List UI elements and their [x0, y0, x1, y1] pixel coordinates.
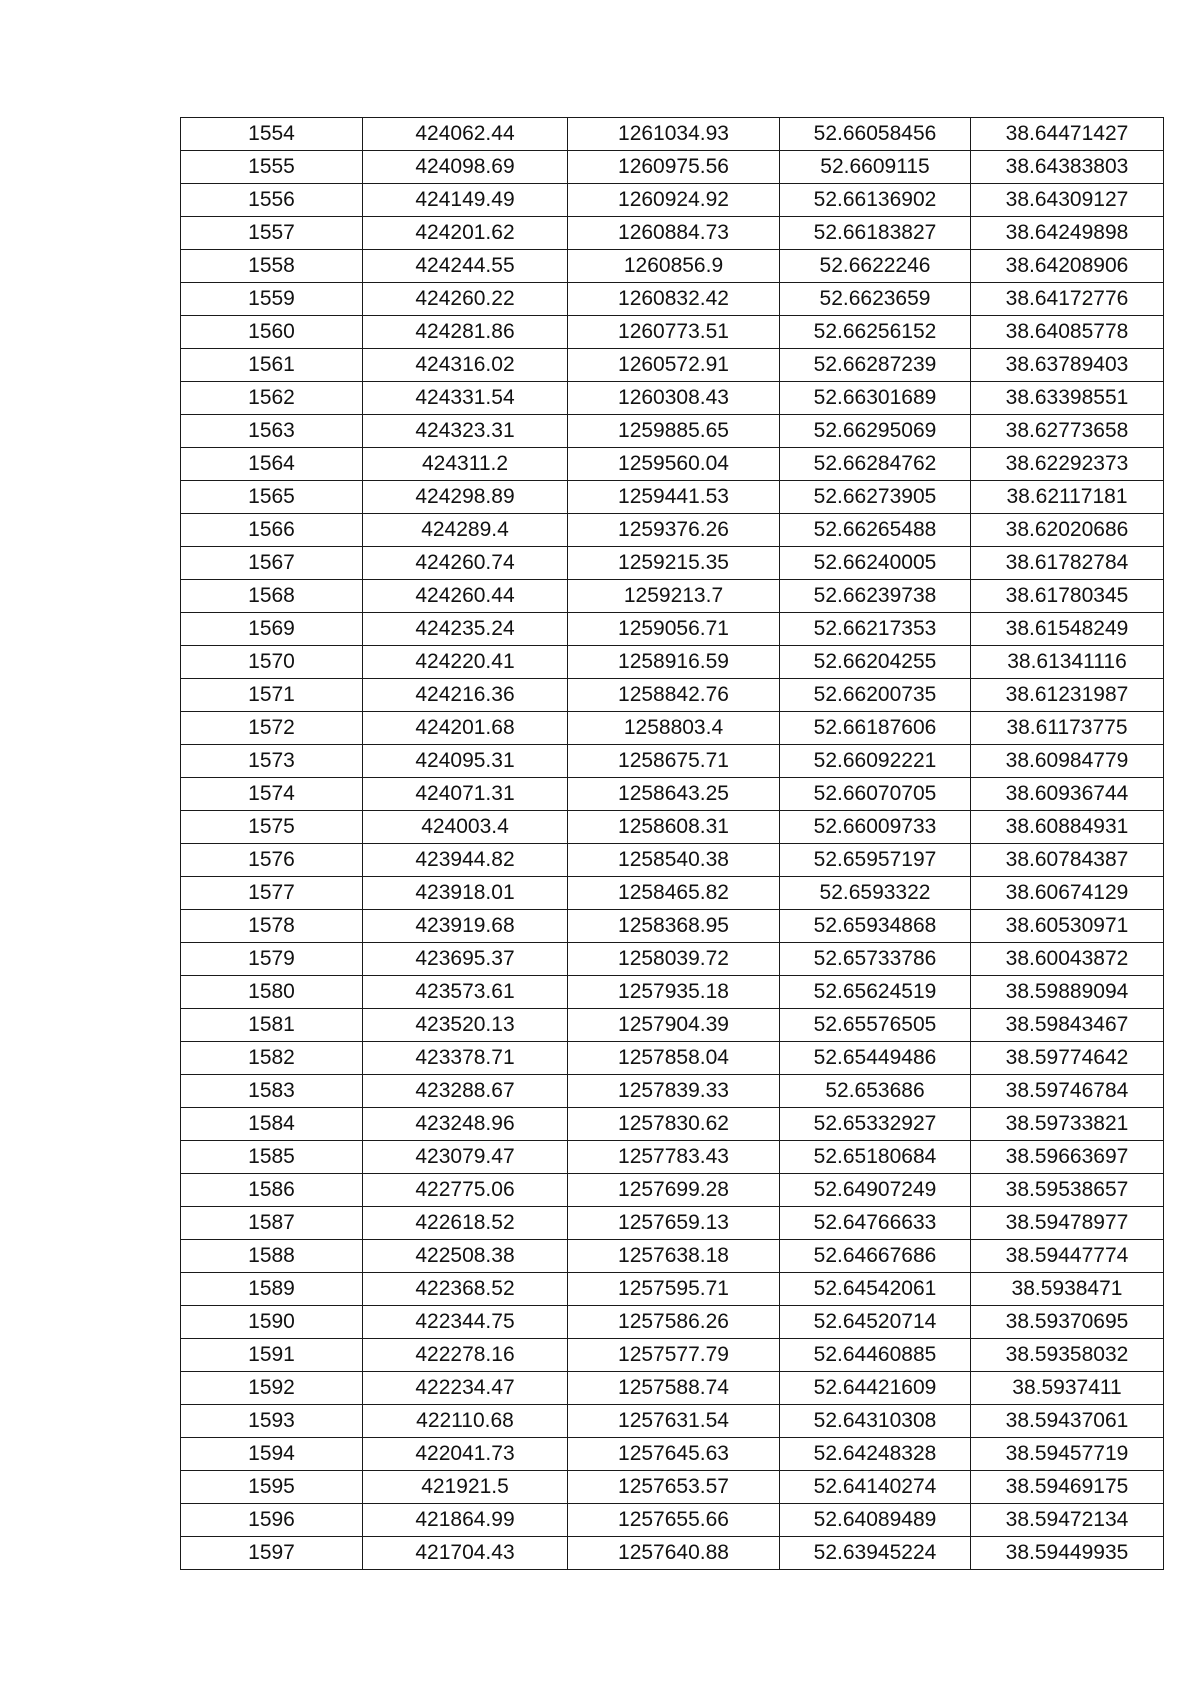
latitude-cell: 52.64907249 [780, 1174, 971, 1207]
y-coordinate-cell: 1259215.35 [568, 547, 780, 580]
latitude-cell: 52.65624519 [780, 976, 971, 1009]
latitude-cell: 52.653686 [780, 1075, 971, 1108]
point-number-cell: 1564 [181, 448, 363, 481]
y-coordinate-cell: 1258842.76 [568, 679, 780, 712]
table-row [181, 580, 1164, 613]
longitude-cell: 38.61341116 [971, 646, 1164, 679]
longitude-cell: 38.62117181 [971, 481, 1164, 514]
x-coordinate-cell: 424220.41 [363, 646, 568, 679]
y-coordinate-cell: 1260832.42 [568, 283, 780, 316]
table-row [181, 547, 1164, 580]
point-number-cell: 1560 [181, 316, 363, 349]
latitude-cell: 52.66187606 [780, 712, 971, 745]
longitude-cell: 38.64471427 [971, 118, 1164, 151]
longitude-cell: 38.59370695 [971, 1306, 1164, 1339]
point-number-cell: 1579 [181, 943, 363, 976]
y-coordinate-cell: 1260572.91 [568, 349, 780, 382]
point-number-cell: 1567 [181, 547, 363, 580]
y-coordinate-cell: 1257699.28 [568, 1174, 780, 1207]
y-coordinate-cell: 1258368.95 [568, 910, 780, 943]
longitude-cell: 38.59889094 [971, 976, 1164, 1009]
table-row [181, 1438, 1164, 1471]
table-row [181, 250, 1164, 283]
longitude-cell: 38.61231987 [971, 679, 1164, 712]
x-coordinate-cell: 423573.61 [363, 976, 568, 1009]
point-number-cell: 1581 [181, 1009, 363, 1042]
x-coordinate-cell: 424095.31 [363, 745, 568, 778]
latitude-cell: 52.64542061 [780, 1273, 971, 1306]
table-row [181, 481, 1164, 514]
table-row [181, 1339, 1164, 1372]
longitude-cell: 38.63398551 [971, 382, 1164, 415]
longitude-cell: 38.63789403 [971, 349, 1164, 382]
y-coordinate-cell: 1257631.54 [568, 1405, 780, 1438]
x-coordinate-cell: 424323.31 [363, 415, 568, 448]
table-row [181, 877, 1164, 910]
table-row [181, 778, 1164, 811]
point-number-cell: 1575 [181, 811, 363, 844]
longitude-cell: 38.64383803 [971, 151, 1164, 184]
x-coordinate-cell: 421921.5 [363, 1471, 568, 1504]
y-coordinate-cell: 1260884.73 [568, 217, 780, 250]
y-coordinate-cell: 1257645.63 [568, 1438, 780, 1471]
latitude-cell: 52.66287239 [780, 349, 971, 382]
y-coordinate-cell: 1259560.04 [568, 448, 780, 481]
x-coordinate-cell: 423919.68 [363, 910, 568, 943]
x-coordinate-cell: 423520.13 [363, 1009, 568, 1042]
latitude-cell: 52.65332927 [780, 1108, 971, 1141]
point-number-cell: 1565 [181, 481, 363, 514]
latitude-cell: 52.66217353 [780, 613, 971, 646]
longitude-cell: 38.59663697 [971, 1141, 1164, 1174]
table-row [181, 283, 1164, 316]
latitude-cell: 52.66070705 [780, 778, 971, 811]
latitude-cell: 52.63945224 [780, 1537, 971, 1570]
longitude-cell: 38.64085778 [971, 316, 1164, 349]
point-number-cell: 1578 [181, 910, 363, 943]
table-row [181, 1042, 1164, 1075]
longitude-cell: 38.60674129 [971, 877, 1164, 910]
x-coordinate-cell: 424298.89 [363, 481, 568, 514]
y-coordinate-cell: 1257588.74 [568, 1372, 780, 1405]
x-coordinate-cell: 422041.73 [363, 1438, 568, 1471]
point-number-cell: 1573 [181, 745, 363, 778]
latitude-cell: 52.64520714 [780, 1306, 971, 1339]
longitude-cell: 38.64309127 [971, 184, 1164, 217]
longitude-cell: 38.59478977 [971, 1207, 1164, 1240]
x-coordinate-cell: 423918.01 [363, 877, 568, 910]
longitude-cell: 38.59746784 [971, 1075, 1164, 1108]
latitude-cell: 52.64421609 [780, 1372, 971, 1405]
point-number-cell: 1561 [181, 349, 363, 382]
x-coordinate-cell: 422278.16 [363, 1339, 568, 1372]
x-coordinate-cell: 423079.47 [363, 1141, 568, 1174]
point-number-cell: 1566 [181, 514, 363, 547]
latitude-cell: 52.6622246 [780, 250, 971, 283]
table-row [181, 811, 1164, 844]
point-number-cell: 1556 [181, 184, 363, 217]
table-row [181, 943, 1164, 976]
point-number-cell: 1572 [181, 712, 363, 745]
x-coordinate-cell: 424260.44 [363, 580, 568, 613]
latitude-cell: 52.66200735 [780, 679, 971, 712]
table-row [181, 514, 1164, 547]
point-number-cell: 1590 [181, 1306, 363, 1339]
longitude-cell: 38.60530971 [971, 910, 1164, 943]
x-coordinate-cell: 422618.52 [363, 1207, 568, 1240]
longitude-cell: 38.60984779 [971, 745, 1164, 778]
point-number-cell: 1588 [181, 1240, 363, 1273]
y-coordinate-cell: 1257830.62 [568, 1108, 780, 1141]
y-coordinate-cell: 1258608.31 [568, 811, 780, 844]
x-coordinate-cell: 424003.4 [363, 811, 568, 844]
point-number-cell: 1569 [181, 613, 363, 646]
y-coordinate-cell: 1258675.71 [568, 745, 780, 778]
table-row [181, 1471, 1164, 1504]
point-number-cell: 1570 [181, 646, 363, 679]
latitude-cell: 52.66058456 [780, 118, 971, 151]
x-coordinate-cell: 424216.36 [363, 679, 568, 712]
latitude-cell: 52.64310308 [780, 1405, 971, 1438]
x-coordinate-cell: 424149.49 [363, 184, 568, 217]
x-coordinate-cell: 422234.47 [363, 1372, 568, 1405]
table-row [181, 679, 1164, 712]
point-number-cell: 1563 [181, 415, 363, 448]
point-number-cell: 1582 [181, 1042, 363, 1075]
table-row [181, 448, 1164, 481]
longitude-cell: 38.61780345 [971, 580, 1164, 613]
table-row [181, 613, 1164, 646]
table-row [181, 910, 1164, 943]
point-number-cell: 1558 [181, 250, 363, 283]
y-coordinate-cell: 1258803.4 [568, 712, 780, 745]
point-number-cell: 1593 [181, 1405, 363, 1438]
y-coordinate-cell: 1257577.79 [568, 1339, 780, 1372]
y-coordinate-cell: 1259376.26 [568, 514, 780, 547]
point-number-cell: 1576 [181, 844, 363, 877]
table-row [181, 1240, 1164, 1273]
table-row [181, 1075, 1164, 1108]
x-coordinate-cell: 424289.4 [363, 514, 568, 547]
latitude-cell: 52.64089489 [780, 1504, 971, 1537]
table-row [181, 382, 1164, 415]
longitude-cell: 38.64208906 [971, 250, 1164, 283]
latitude-cell: 52.66009733 [780, 811, 971, 844]
longitude-cell: 38.59447774 [971, 1240, 1164, 1273]
x-coordinate-cell: 424201.68 [363, 712, 568, 745]
x-coordinate-cell: 424071.31 [363, 778, 568, 811]
y-coordinate-cell: 1257858.04 [568, 1042, 780, 1075]
point-number-cell: 1585 [181, 1141, 363, 1174]
y-coordinate-cell: 1258039.72 [568, 943, 780, 976]
latitude-cell: 52.66183827 [780, 217, 971, 250]
longitude-cell: 38.59733821 [971, 1108, 1164, 1141]
point-number-cell: 1562 [181, 382, 363, 415]
point-number-cell: 1596 [181, 1504, 363, 1537]
point-number-cell: 1587 [181, 1207, 363, 1240]
latitude-cell: 52.64248328 [780, 1438, 971, 1471]
y-coordinate-cell: 1258540.38 [568, 844, 780, 877]
coordinates-table-body [181, 118, 1164, 1570]
longitude-cell: 38.59457719 [971, 1438, 1164, 1471]
latitude-cell: 52.66092221 [780, 745, 971, 778]
table-row [181, 1174, 1164, 1207]
x-coordinate-cell: 423248.96 [363, 1108, 568, 1141]
latitude-cell: 52.66204255 [780, 646, 971, 679]
y-coordinate-cell: 1260773.51 [568, 316, 780, 349]
latitude-cell: 52.65934868 [780, 910, 971, 943]
point-number-cell: 1586 [181, 1174, 363, 1207]
longitude-cell: 38.64172776 [971, 283, 1164, 316]
table-row [181, 646, 1164, 679]
y-coordinate-cell: 1260975.56 [568, 151, 780, 184]
x-coordinate-cell: 424235.24 [363, 613, 568, 646]
table-row [181, 1306, 1164, 1339]
latitude-cell: 52.66240005 [780, 547, 971, 580]
longitude-cell: 38.59449935 [971, 1537, 1164, 1570]
latitude-cell: 52.66265488 [780, 514, 971, 547]
y-coordinate-cell: 1257638.18 [568, 1240, 780, 1273]
x-coordinate-cell: 424316.02 [363, 349, 568, 382]
longitude-cell: 38.60936744 [971, 778, 1164, 811]
x-coordinate-cell: 422775.06 [363, 1174, 568, 1207]
table-row [181, 415, 1164, 448]
y-coordinate-cell: 1260924.92 [568, 184, 780, 217]
x-coordinate-cell: 423378.71 [363, 1042, 568, 1075]
coordinates-table [180, 117, 1164, 1570]
point-number-cell: 1584 [181, 1108, 363, 1141]
latitude-cell: 52.66273905 [780, 481, 971, 514]
point-number-cell: 1595 [181, 1471, 363, 1504]
longitude-cell: 38.61548249 [971, 613, 1164, 646]
y-coordinate-cell: 1257935.18 [568, 976, 780, 1009]
point-number-cell: 1597 [181, 1537, 363, 1570]
latitude-cell: 52.66295069 [780, 415, 971, 448]
x-coordinate-cell: 424331.54 [363, 382, 568, 415]
latitude-cell: 52.64460885 [780, 1339, 971, 1372]
longitude-cell: 38.59358032 [971, 1339, 1164, 1372]
table-row [181, 184, 1164, 217]
table-row [181, 1009, 1164, 1042]
latitude-cell: 52.66239738 [780, 580, 971, 613]
y-coordinate-cell: 1257640.88 [568, 1537, 780, 1570]
y-coordinate-cell: 1258465.82 [568, 877, 780, 910]
latitude-cell: 52.65180684 [780, 1141, 971, 1174]
longitude-cell: 38.61782784 [971, 547, 1164, 580]
longitude-cell: 38.62292373 [971, 448, 1164, 481]
table-row [181, 349, 1164, 382]
table-row [181, 1372, 1164, 1405]
point-number-cell: 1583 [181, 1075, 363, 1108]
y-coordinate-cell: 1260308.43 [568, 382, 780, 415]
y-coordinate-cell: 1257655.66 [568, 1504, 780, 1537]
x-coordinate-cell: 423288.67 [363, 1075, 568, 1108]
table-row [181, 1108, 1164, 1141]
latitude-cell: 52.6609115 [780, 151, 971, 184]
longitude-cell: 38.59469175 [971, 1471, 1164, 1504]
x-coordinate-cell: 422110.68 [363, 1405, 568, 1438]
point-number-cell: 1554 [181, 118, 363, 151]
x-coordinate-cell: 423944.82 [363, 844, 568, 877]
latitude-cell: 52.6623659 [780, 283, 971, 316]
latitude-cell: 52.64140274 [780, 1471, 971, 1504]
longitude-cell: 38.60043872 [971, 943, 1164, 976]
table-row [181, 1207, 1164, 1240]
y-coordinate-cell: 1257586.26 [568, 1306, 780, 1339]
y-coordinate-cell: 1257595.71 [568, 1273, 780, 1306]
x-coordinate-cell: 424311.2 [363, 448, 568, 481]
longitude-cell: 38.59437061 [971, 1405, 1164, 1438]
longitude-cell: 38.5937411 [971, 1372, 1164, 1405]
longitude-cell: 38.62020686 [971, 514, 1164, 547]
y-coordinate-cell: 1261034.93 [568, 118, 780, 151]
x-coordinate-cell: 423695.37 [363, 943, 568, 976]
latitude-cell: 52.66301689 [780, 382, 971, 415]
table-row [181, 1537, 1164, 1570]
latitude-cell: 52.65957197 [780, 844, 971, 877]
y-coordinate-cell: 1259441.53 [568, 481, 780, 514]
x-coordinate-cell: 424260.22 [363, 283, 568, 316]
table-row [181, 316, 1164, 349]
x-coordinate-cell: 424244.55 [363, 250, 568, 283]
x-coordinate-cell: 421864.99 [363, 1504, 568, 1537]
y-coordinate-cell: 1259213.7 [568, 580, 780, 613]
longitude-cell: 38.62773658 [971, 415, 1164, 448]
point-number-cell: 1592 [181, 1372, 363, 1405]
table-row [181, 1504, 1164, 1537]
table-row [181, 976, 1164, 1009]
table-row [181, 1273, 1164, 1306]
x-coordinate-cell: 424260.74 [363, 547, 568, 580]
y-coordinate-cell: 1257839.33 [568, 1075, 780, 1108]
y-coordinate-cell: 1257653.57 [568, 1471, 780, 1504]
y-coordinate-cell: 1259885.65 [568, 415, 780, 448]
y-coordinate-cell: 1258916.59 [568, 646, 780, 679]
y-coordinate-cell: 1257659.13 [568, 1207, 780, 1240]
y-coordinate-cell: 1260856.9 [568, 250, 780, 283]
latitude-cell: 52.66284762 [780, 448, 971, 481]
y-coordinate-cell: 1259056.71 [568, 613, 780, 646]
longitude-cell: 38.60784387 [971, 844, 1164, 877]
table-row [181, 712, 1164, 745]
latitude-cell: 52.6593322 [780, 877, 971, 910]
longitude-cell: 38.59774642 [971, 1042, 1164, 1075]
longitude-cell: 38.59472134 [971, 1504, 1164, 1537]
point-number-cell: 1580 [181, 976, 363, 1009]
x-coordinate-cell: 422508.38 [363, 1240, 568, 1273]
latitude-cell: 52.65733786 [780, 943, 971, 976]
point-number-cell: 1559 [181, 283, 363, 316]
table-row [181, 1405, 1164, 1438]
x-coordinate-cell: 421704.43 [363, 1537, 568, 1570]
y-coordinate-cell: 1257904.39 [568, 1009, 780, 1042]
table-row [181, 844, 1164, 877]
point-number-cell: 1568 [181, 580, 363, 613]
latitude-cell: 52.66136902 [780, 184, 971, 217]
latitude-cell: 52.64667686 [780, 1240, 971, 1273]
longitude-cell: 38.59843467 [971, 1009, 1164, 1042]
latitude-cell: 52.65449486 [780, 1042, 971, 1075]
point-number-cell: 1594 [181, 1438, 363, 1471]
point-number-cell: 1574 [181, 778, 363, 811]
latitude-cell: 52.64766633 [780, 1207, 971, 1240]
point-number-cell: 1577 [181, 877, 363, 910]
table-row [181, 118, 1164, 151]
x-coordinate-cell: 422368.52 [363, 1273, 568, 1306]
x-coordinate-cell: 424098.69 [363, 151, 568, 184]
y-coordinate-cell: 1258643.25 [568, 778, 780, 811]
x-coordinate-cell: 424201.62 [363, 217, 568, 250]
x-coordinate-cell: 424281.86 [363, 316, 568, 349]
point-number-cell: 1589 [181, 1273, 363, 1306]
longitude-cell: 38.59538657 [971, 1174, 1164, 1207]
longitude-cell: 38.64249898 [971, 217, 1164, 250]
longitude-cell: 38.61173775 [971, 712, 1164, 745]
point-number-cell: 1555 [181, 151, 363, 184]
x-coordinate-cell: 422344.75 [363, 1306, 568, 1339]
point-number-cell: 1557 [181, 217, 363, 250]
latitude-cell: 52.66256152 [780, 316, 971, 349]
longitude-cell: 38.5938471 [971, 1273, 1164, 1306]
table-row [181, 217, 1164, 250]
point-number-cell: 1591 [181, 1339, 363, 1372]
latitude-cell: 52.65576505 [780, 1009, 971, 1042]
table-row [181, 745, 1164, 778]
table-row [181, 151, 1164, 184]
x-coordinate-cell: 424062.44 [363, 118, 568, 151]
point-number-cell: 1571 [181, 679, 363, 712]
table-row [181, 1141, 1164, 1174]
longitude-cell: 38.60884931 [971, 811, 1164, 844]
y-coordinate-cell: 1257783.43 [568, 1141, 780, 1174]
